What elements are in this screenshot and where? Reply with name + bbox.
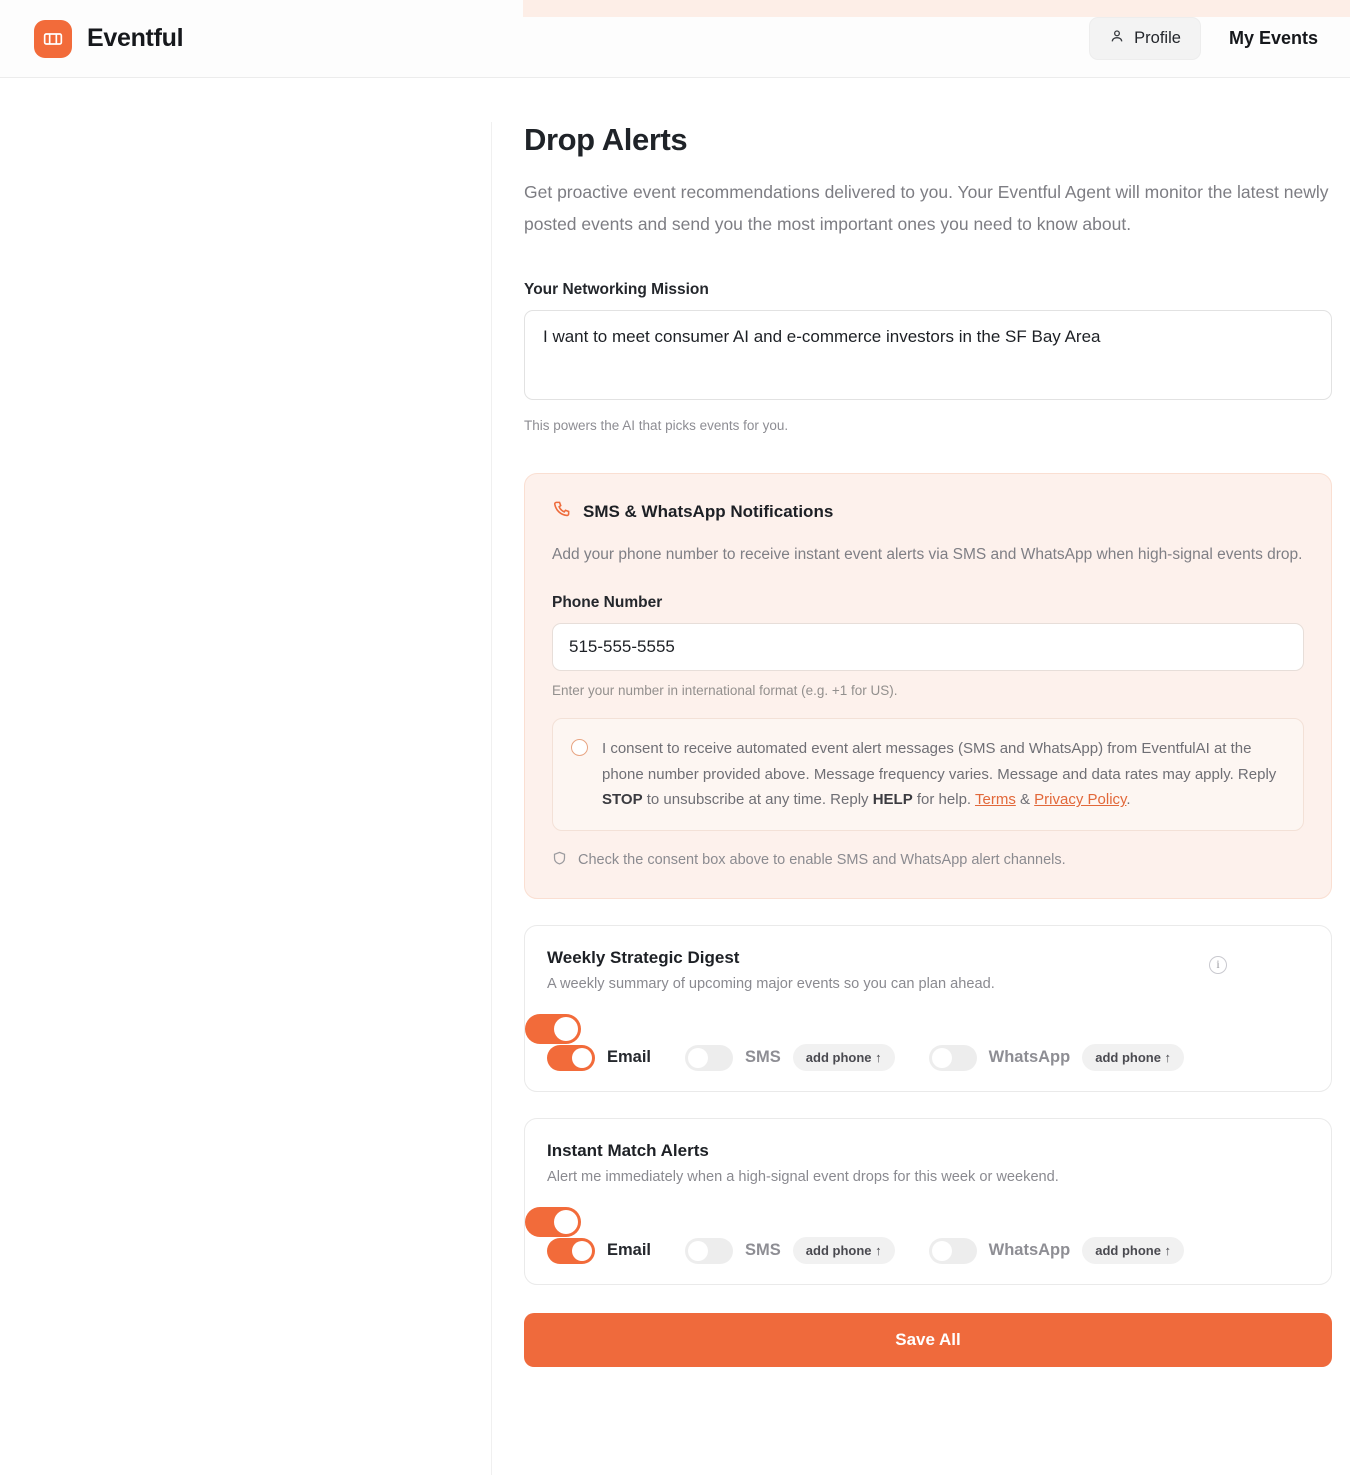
header-actions <box>1089 17 1332 60</box>
save-all-button[interactable]: Save All <box>524 1313 1332 1367</box>
alert-channels <box>547 1237 1309 1264</box>
alert-description: Alert me immediately when a high-signal event drops for this week or weekend. <box>547 1169 1059 1186</box>
consent-text-1: I consent to receive automated event alert messages (SMS and WhatsApp) from EventfulAI at the phone number provided above. Message frequency varies. Message and data rates may apply. Reply <box>602 739 1277 783</box>
sms-panel-header <box>552 500 1304 524</box>
alert-master-toggle[interactable] <box>525 1014 581 1044</box>
sms-channel-toggle[interactable] <box>685 1045 733 1071</box>
consent-text <box>602 736 1285 813</box>
phone-helper: Enter your number in international format (e.g. +1 for US). <box>552 682 898 698</box>
email-channel-toggle[interactable] <box>547 1238 595 1264</box>
consent-note-text: Check the consent box above to enable SMS and WhatsApp alert channels. <box>578 852 1066 869</box>
alert-title: Instant Match Alerts <box>547 1141 709 1161</box>
consent-box[interactable] <box>552 718 1304 831</box>
ticket-icon <box>34 20 72 58</box>
brand <box>34 20 183 58</box>
brand-name: Eventful <box>87 24 184 52</box>
sms-channel-label: SMS <box>745 1241 781 1260</box>
profile-button[interactable] <box>1089 17 1201 60</box>
whatsapp-channel-toggle[interactable] <box>929 1045 977 1071</box>
mission-input[interactable] <box>524 310 1332 400</box>
alert-card-weekly-digest <box>524 925 1332 1092</box>
mission-label: Your Networking Mission <box>524 280 709 298</box>
privacy-policy-link[interactable]: Privacy Policy <box>1034 791 1127 809</box>
phone-label: Phone Number <box>552 593 663 611</box>
page-title: Drop Alerts <box>524 122 688 157</box>
sms-channel-label: SMS <box>745 1048 781 1067</box>
email-channel-label: Email <box>607 1241 652 1260</box>
alert-title: Weekly Strategic Digest <box>547 948 740 968</box>
info-icon[interactable]: i <box>1209 956 1227 974</box>
whatsapp-channel-label: WhatsApp <box>988 1048 1071 1067</box>
phone-input[interactable] <box>552 623 1304 671</box>
whatsapp-channel-label: WhatsApp <box>988 1241 1071 1260</box>
consent-stop-keyword: STOP <box>602 791 643 809</box>
sms-add-phone-button[interactable]: add phone ↑ <box>793 1044 895 1071</box>
main-content <box>491 122 1350 1475</box>
my-events-link[interactable]: My Events <box>1228 28 1318 48</box>
sms-channel-toggle[interactable] <box>685 1238 733 1264</box>
user-icon <box>1109 28 1125 49</box>
sms-panel-description: Add your phone number to receive instant event alerts via SMS and WhatsApp when high-signal events drop. <box>552 545 1303 563</box>
whatsapp-add-phone-button[interactable]: add phone ↑ <box>1082 1237 1184 1264</box>
page-subtitle: Get proactive event recommendations delivered to you. Your Eventful Agent will monitor the latest newly posted events and send you the most important ones you need to know about. <box>524 182 1329 234</box>
alert-description: A weekly summary of upcoming major events so you can plan ahead. <box>547 976 995 993</box>
shield-icon <box>552 850 567 870</box>
whatsapp-channel-toggle[interactable] <box>929 1238 977 1264</box>
phone-icon <box>552 500 571 524</box>
consent-amp: & <box>1015 791 1035 809</box>
email-channel-label: Email <box>607 1048 652 1067</box>
alert-card-instant-match <box>524 1118 1332 1285</box>
email-channel-toggle[interactable] <box>547 1045 595 1071</box>
sms-whatsapp-panel <box>524 473 1332 900</box>
alert-master-toggle[interactable] <box>525 1207 581 1237</box>
alert-channels <box>547 1044 1309 1071</box>
sms-add-phone-button[interactable]: add phone ↑ <box>793 1237 895 1264</box>
whatsapp-add-phone-button[interactable]: add phone ↑ <box>1082 1044 1184 1071</box>
consent-note <box>552 850 1304 870</box>
consent-text-2: to unsubscribe at any time. Reply <box>642 791 873 809</box>
header-accent-strip <box>523 0 1350 17</box>
profile-button-label: Profile <box>1134 29 1181 47</box>
app-header <box>0 0 1350 78</box>
consent-checkbox[interactable] <box>571 739 588 756</box>
sms-panel-title: SMS & WhatsApp Notifications <box>583 501 834 521</box>
consent-help-keyword: HELP <box>872 791 913 809</box>
mission-helper: This powers the AI that picks events for you. <box>524 417 789 433</box>
consent-text-3: for help. <box>912 791 975 809</box>
consent-period: . <box>1126 791 1131 809</box>
terms-link[interactable]: Terms <box>974 791 1016 809</box>
